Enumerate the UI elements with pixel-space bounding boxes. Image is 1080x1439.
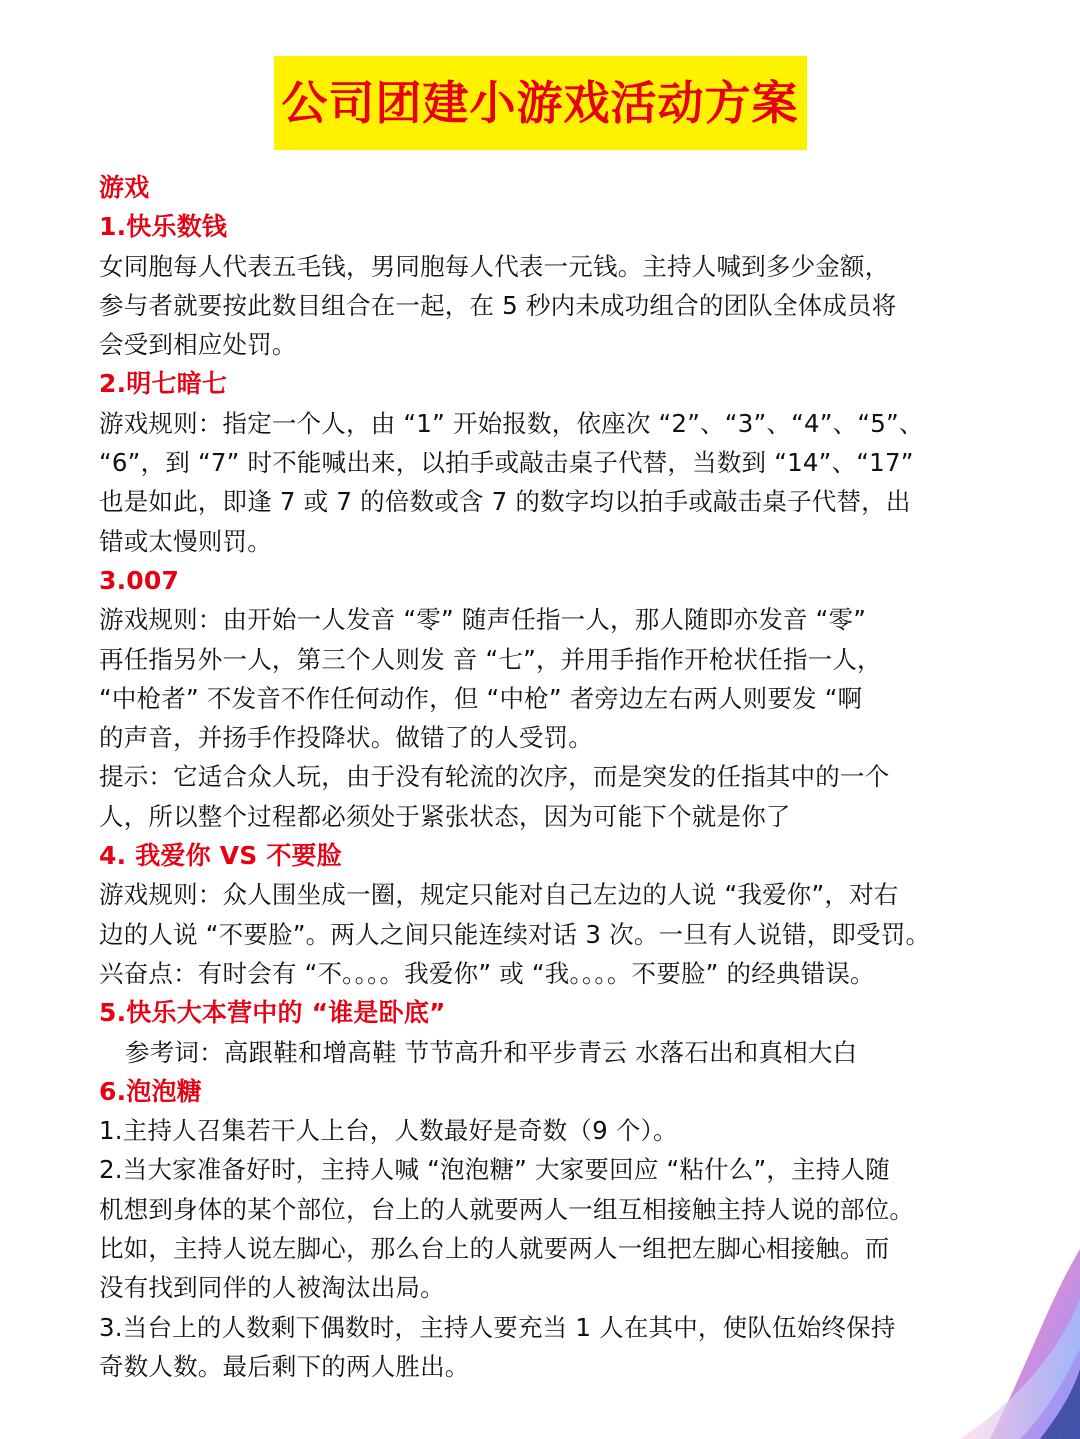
text-line: 兴奋点：有时会有 “不。。。。我爱你” 或 “我。。。。不要脸” 的经典错误。 xyxy=(99,958,875,988)
text-line: 会受到相应处罚。 xyxy=(99,330,297,360)
text-line: 游戏规则：由开始一人发音 “零” 随声任指一人，那人随即亦发音 “零” xyxy=(99,605,867,635)
section-heading: 4. 我爱你 VS 不要脸 xyxy=(99,841,342,871)
text-line: 游戏规则：指定一个人，由 “1” 开始报数，依座次 “2”、“3”、“4”、“5”、 xyxy=(99,408,924,438)
text-line: 没有找到同伴的人被淘汰出局。 xyxy=(99,1273,445,1303)
section-heading: 2.明七暗七 xyxy=(99,369,228,399)
text-line: 提示：它适合众人玩，由于没有轮流的次序，而是突发的任指其中的一个 xyxy=(99,762,890,792)
text-line: 游戏规则：众人围坐成一圈，规定只能对自己左边的人说 “我爱你”，对右 xyxy=(99,880,899,910)
text-line: 参考词：高跟鞋和增高鞋 节节高升和平步青云 水落石出和真相大白 xyxy=(125,1037,858,1067)
text-line: 奇数人数。最后剩下的两人胜出。 xyxy=(99,1351,470,1381)
document-body xyxy=(99,168,989,1386)
text-line: 错或太慢则罚。 xyxy=(99,526,272,556)
text-line: 2.当大家准备好时，主持人喊 “泡泡糖” 大家要回应 “粘什么”，主持人随 xyxy=(99,1155,890,1185)
page-title: 公司团建小游戏活动方案 xyxy=(274,56,807,150)
section-heading: 游戏 xyxy=(99,173,150,202)
text-line: 比如，主持人说左脚心，那么台上的人就要两人一组把左脚心相接触。而 xyxy=(99,1234,890,1264)
text-line: 边的人说 “不要脸”。两人之间只能连续对话 3 次。一旦有人说错，即受罚。 xyxy=(99,919,931,949)
section-heading: 6.泡泡糖 xyxy=(99,1076,202,1106)
title-banner xyxy=(0,56,1080,150)
decorative-swoosh-icon xyxy=(960,1239,1080,1439)
text-line: “中枪者” 不发音不作任何动作，但 “中枪” 者旁边左右两人则要发 “啊 xyxy=(99,683,863,713)
section-heading: 5.快乐大本营中的 “谁是卧底” xyxy=(99,998,446,1028)
section-heading: 1.快乐数钱 xyxy=(99,212,228,242)
text-line: 也是如此，即逢 7 或 7 的倍数或含 7 的数字均以拍手或敲击桌子代替，出 xyxy=(99,487,911,517)
text-line: 人，所以整个过程都必须处于紧张状态，因为可能下个就是你了 xyxy=(99,801,791,831)
text-line: 的声音，并扬手作投降状。做错了的人受罚。 xyxy=(99,723,593,753)
text-line: 3.当台上的人数剩下偶数时，主持人要充当 1 人在其中，使队伍始终保持 xyxy=(99,1312,896,1342)
text-line: 机想到身体的某个部位，台上的人就要两人一组互相接触主持人说的部位。 xyxy=(99,1194,915,1224)
text-line: 1.主持人召集若干人上台，人数最好是奇数（9 个）。 xyxy=(99,1116,678,1146)
text-line: “6”，到 “7” 时不能喊出来，以拍手或敲击桌子代替，当数到 “14”、“17” xyxy=(99,448,914,478)
text-line: 女同胞每人代表五毛钱，男同胞每人代表一元钱。主持人喊到多少金额， xyxy=(99,251,890,281)
section-heading: 3.007 xyxy=(99,565,180,595)
text-line: 参与者就要按此数目组合在一起，在 5 秒内未成功组合的团队全体成员将 xyxy=(99,290,897,320)
text-line: 再任指另外一人，第三个人则发 音 “七”，并用手指作开枪状任指一人， xyxy=(99,644,882,674)
